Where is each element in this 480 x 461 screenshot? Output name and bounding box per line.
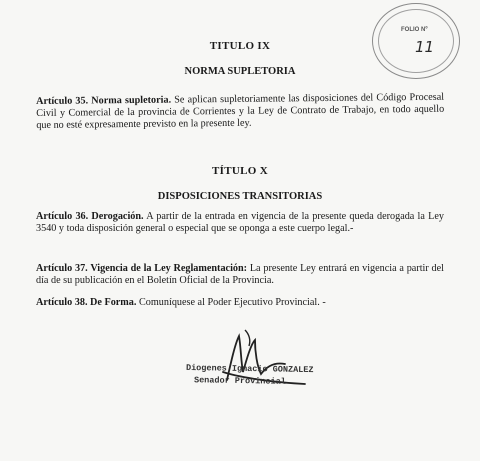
article-38-text: Comuníquese al Poder Ejecutivo Provincial. - [136,297,326,308]
folio-label: FOLIO Nº [401,27,428,33]
article-36-text: A partir de la entrada en vigencia de la presente queda derogada la Ley 3540 y toda disposición general o especial que se oponga a este cuerpo legal.- [36,211,444,234]
signatory-name: Diogenes Ignacio GONZALEZ [185,362,314,376]
article-35-label: Artículo 35. Norma supletoria. [36,94,172,107]
article-37-text: La presente Ley entrará en vigencia a partir del día de su publicación en el Boletín Oficial de la Provincia. [36,263,444,286]
folio-number: 11 [415,38,435,56]
norma-supletoria-subheading: NORMA SUPLETORIA [184,66,296,77]
article-35 [36,92,444,132]
titulo-x-heading: TÍTULO X [212,165,268,177]
article-35-text: Se aplican supletoriamente las disposiciones del Código Procesal Civil y Comercial de la provincia de Corrientes y la Ley de Contrato de Trabajo, en todo aquello que no esté expresamente previsto en la presente ley. [36,91,445,131]
signatory-title: Senador Provincial [193,375,286,387]
titulo-ix-heading: TITULO IX [209,40,271,52]
article-37 [36,263,444,287]
article-38-label: Artículo 38. De Forma. [36,297,137,308]
article-37-label: Artículo 37. Vigencia de la Ley Reglamentación: [36,263,248,274]
article-36 [36,211,444,235]
article-36-label: Artículo 36. Derogación. [36,211,144,222]
article-38 [36,297,444,309]
disposiciones-transitorias-subheading: DISPOSICIONES TRANSITORIAS [157,191,323,202]
